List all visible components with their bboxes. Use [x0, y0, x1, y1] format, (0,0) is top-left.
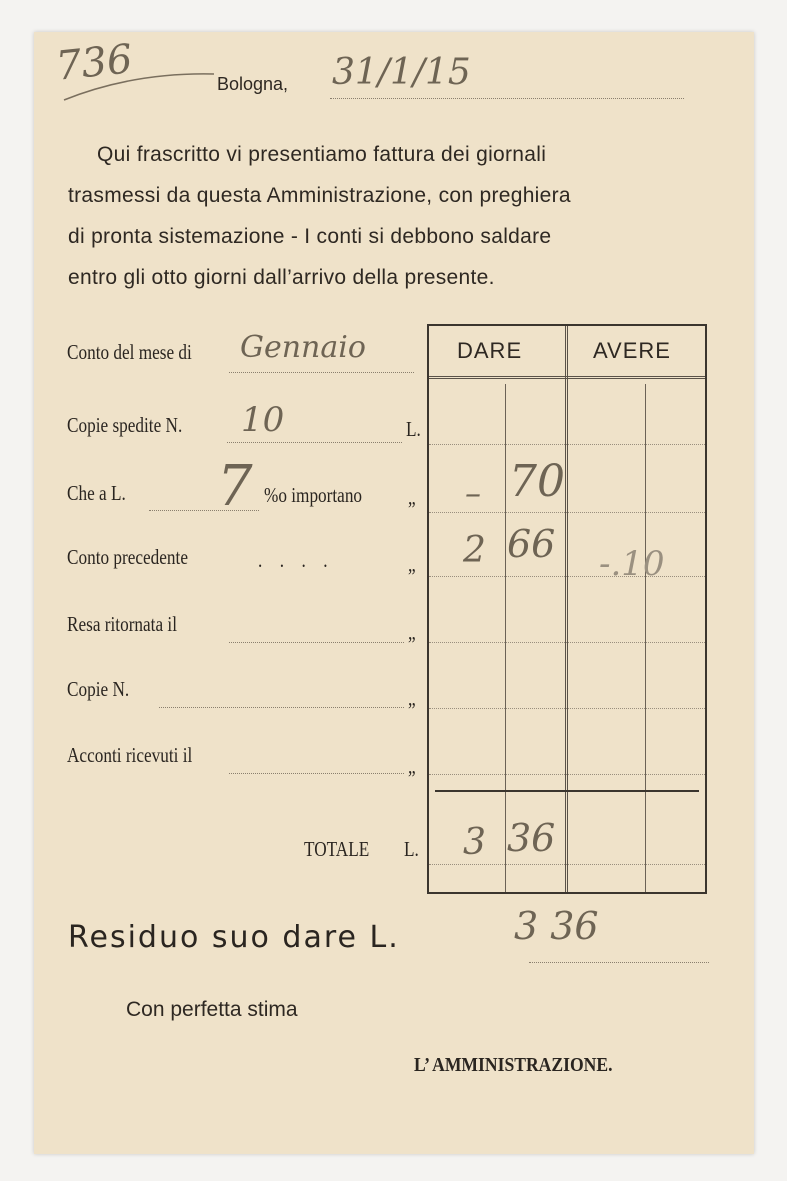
previous-dots: . . . . — [258, 548, 335, 572]
row-rule-2 — [429, 512, 705, 513]
rate-amount-lire: – — [465, 474, 481, 512]
copies-unit: L. — [406, 417, 421, 441]
month-value: Gennaio — [240, 330, 366, 365]
handwritten-number: 736 — [53, 36, 135, 90]
total-unit: L. — [404, 837, 419, 861]
ledger-table — [427, 324, 707, 894]
row-rule-5 — [429, 708, 705, 709]
subtotal-rule — [435, 790, 699, 792]
previous-cent: 66 — [507, 522, 556, 566]
advances-label: Acconti ricevuti il — [67, 743, 193, 767]
copies-label: Copie spedite N. — [67, 413, 183, 437]
rate-label: Che a L. — [67, 481, 126, 505]
handwritten-date: 31/1/15 — [332, 52, 471, 93]
intro-line-2: trasmessi da questa Amministrazione, con preghiera — [68, 184, 571, 207]
returned-label: Resa ritornata il — [67, 612, 177, 636]
row-rule-4 — [429, 642, 705, 643]
invoice-postcard — [34, 32, 754, 1154]
header-rule — [429, 376, 705, 379]
col-avere-header: AVERE — [593, 338, 671, 363]
divider-avere-cent — [645, 384, 646, 892]
avere-mark: -.10 — [599, 544, 665, 584]
intro-line-3: di pronta sistemazione - I conti si debbono saldare — [68, 225, 552, 248]
advances-ditto: „ — [408, 754, 416, 778]
intro-paragraph — [68, 134, 708, 298]
copies-line — [227, 442, 402, 443]
row-rule-1 — [429, 444, 705, 445]
date-line — [330, 98, 684, 99]
advances-line — [229, 773, 404, 774]
residuo-value: 3 36 — [514, 904, 599, 948]
previous-ditto: „ — [408, 552, 416, 576]
total-lire: 3 — [463, 822, 486, 863]
previous-lire: 2 — [463, 530, 486, 571]
copies-n-line — [159, 707, 404, 708]
closing-greeting: Con perfetta stima — [126, 998, 298, 1021]
intro-line-4: entro gli otto giorni dall’arrivo della presente. — [68, 266, 495, 289]
closing-signature: L’ AMMINISTRAZIONE. — [414, 1054, 613, 1076]
divider-center — [565, 326, 568, 892]
place-label: Bologna, — [217, 74, 289, 94]
rate-amount-cent: 70 — [509, 456, 565, 507]
returned-line — [229, 642, 404, 643]
rate-suffix: %o importano — [264, 483, 363, 507]
total-label: TOTALE — [304, 837, 370, 861]
rate-value: 7 — [217, 454, 253, 519]
number-underline — [54, 52, 224, 112]
divider-dare-cent — [505, 384, 506, 892]
copies-value: 10 — [241, 400, 285, 440]
col-dare-header: DARE — [457, 338, 523, 363]
total-cent: 36 — [507, 816, 556, 860]
month-line — [229, 372, 414, 373]
returned-ditto: „ — [408, 620, 416, 644]
residuo-label: Residuo suo dare L. — [68, 920, 400, 955]
copies-n-label: Copie N. — [67, 677, 130, 701]
month-label: Conto del mese di — [67, 340, 192, 364]
copies-n-ditto: „ — [408, 686, 416, 710]
intro-line-1: Qui frascritto vi presentiamo fattura dei giornali — [97, 143, 547, 166]
rate-ditto: „ — [408, 485, 416, 509]
row-rule-6 — [429, 774, 705, 775]
residuo-line — [529, 962, 709, 963]
previous-label: Conto precedente — [67, 545, 188, 569]
row-rule-7 — [429, 864, 705, 865]
